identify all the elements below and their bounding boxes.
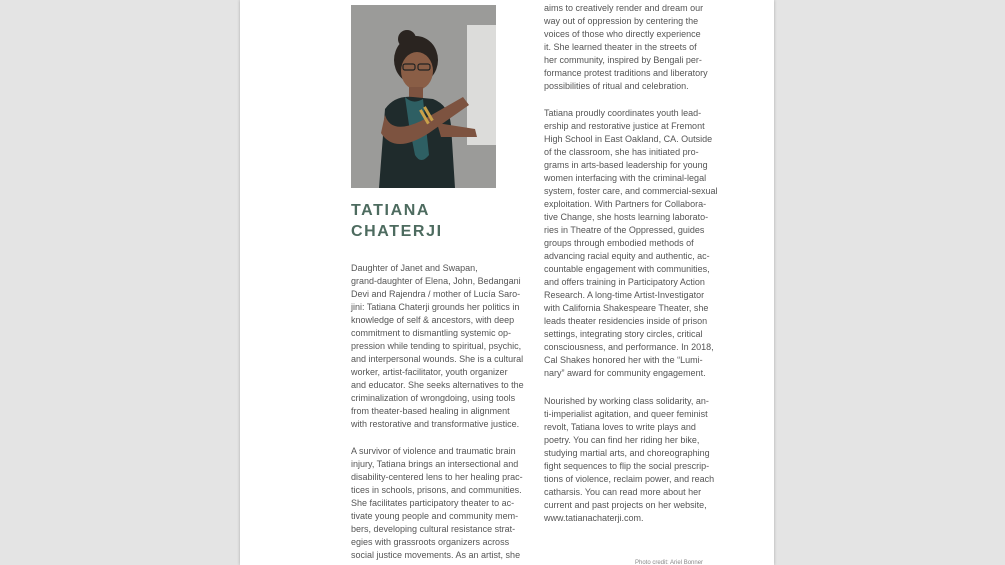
text-line: with California Shakespeare Theater, she (544, 303, 709, 313)
text-line: and interpersonal wounds. She is a cultural (351, 354, 524, 364)
text-line: social justice movements. As an artist, she (351, 550, 521, 560)
text-line: ership and restorative justice at Fremont (544, 121, 705, 131)
photo-credit: Photo credit: Ariel Bonner (635, 560, 704, 565)
text-line: jini: Tatiana Chaterji grounds her politics in (351, 302, 520, 312)
person-name-heading (351, 200, 531, 242)
name-last: CHATERJI (351, 223, 443, 240)
text-line: current and past projects on her website, (544, 500, 707, 510)
text-line: She facilitates participatory theater to ac- (351, 498, 515, 508)
text-line: groups through embodied methods of (544, 238, 694, 248)
text-line: ti-imperialist agitation, and queer feminist (544, 409, 708, 419)
text-line: way out of oppression by centering the (544, 16, 699, 26)
text-line: Tatiana proudly coordinates youth lead- (544, 108, 702, 118)
text-line: Research. A long-time Artist-Investigator (544, 290, 705, 300)
text-line: A survivor of violence and traumatic brain (351, 446, 516, 456)
text-line: consciousness, and performance. In 2018, (544, 342, 714, 352)
text-line: system, foster care, and commercial-sexual (544, 186, 718, 196)
text-line: worker, artist-facilitator, youth organizer (351, 367, 508, 377)
text-line: pression while tending to spiritual, psychic, (351, 341, 522, 351)
text-line: nary” award for community engagement. (544, 368, 706, 378)
text-line: disability-centered lens to her healing prac- (351, 472, 523, 482)
text-line: her community, inspired by Bengali per- (544, 55, 702, 65)
website-link[interactable]: www.tatianachaterji.com. (544, 513, 644, 523)
text-line: egies with grassroots organizers across (351, 537, 510, 547)
text-line: leads theater residencies inside of prison (544, 316, 708, 326)
text-line: tivate young people and community mem- (351, 511, 519, 521)
text-line: fight sequences to flip the social prescrip- (544, 461, 710, 471)
text-line: grams in arts-based leadership for young (544, 160, 708, 170)
text-line: injury, Tatiana brings an intersectional and (351, 459, 519, 469)
text-line: and offers training in Participatory Action (544, 277, 705, 287)
bio-paragraph-1 (351, 262, 537, 431)
bio-paragraph-4 (544, 107, 730, 380)
text-line: advancing racial equity and authentic, ac- (544, 251, 710, 261)
bio-paragraph-5 (544, 395, 730, 525)
text-line: voices of those who directly experience (544, 29, 701, 39)
text-line: tions of violence, reclaim power, and reach (544, 474, 715, 484)
text-line: Devi and Rajendra / mother of Lucía Saro- (351, 289, 521, 299)
text-line: aims to creatively render and dream our (544, 3, 704, 13)
bio-paragraph-2 (351, 445, 537, 562)
text-line: catharsis. You can read more about her (544, 487, 702, 497)
text-line: of the classroom, she has initiated pro- (544, 147, 699, 157)
text-line: tices in schools, prisons, and communities. (351, 485, 522, 495)
text-line: bers, developing cultural resistance strat- (351, 524, 516, 534)
text-line: settings, integrating story circles, critical (544, 329, 703, 339)
name-first: TATIANA (351, 202, 431, 219)
text-line: and educator. She seeks alternatives to the (351, 380, 524, 390)
text-line: knowledge of self & ancestors, with deep (351, 315, 515, 325)
bio-paragraph-3 (544, 2, 730, 93)
text-line: countable engagement with communities, (544, 264, 710, 274)
text-line: studying martial arts, and choreographing (544, 448, 710, 458)
text-line: grand-daughter of Elena, John, Bedangani (351, 276, 521, 286)
text-line: poetry. You can find her riding her bike, (544, 435, 700, 445)
text-line: tive Change, she hosts learning laborato- (544, 212, 709, 222)
text-line: revolt, Tatiana loves to write plays and (544, 422, 696, 432)
text-line: commitment to dismantling systemic op- (351, 328, 512, 338)
text-line: possibilities of ritual and celebration. (544, 81, 689, 91)
text-line: it. She learned theater in the streets of (544, 42, 697, 52)
text-line: Cal Shakes honored her with the “Lumi- (544, 355, 703, 365)
text-line: Nourished by working class solidarity, an- (544, 396, 709, 406)
text-line: Daughter of Janet and Swapan, (351, 263, 478, 273)
text-line: from theater-based healing in alignment (351, 406, 510, 416)
document-page (240, 0, 774, 565)
text-line: High School in East Oakland, CA. Outside (544, 134, 713, 144)
portrait-photo (351, 5, 496, 188)
text-line: formance protest traditions and liberatory (544, 68, 708, 78)
text-line: women interfacing with the criminal-legal (544, 173, 707, 183)
text-line: criminalization of wrongdoing, using tools (351, 393, 516, 403)
text-line: ries in Theatre of the Oppressed, guides (544, 225, 705, 235)
text-line: exploitation. With Partners for Collabora- (544, 199, 707, 209)
text-line: with restorative and transformative justice. (351, 419, 520, 429)
